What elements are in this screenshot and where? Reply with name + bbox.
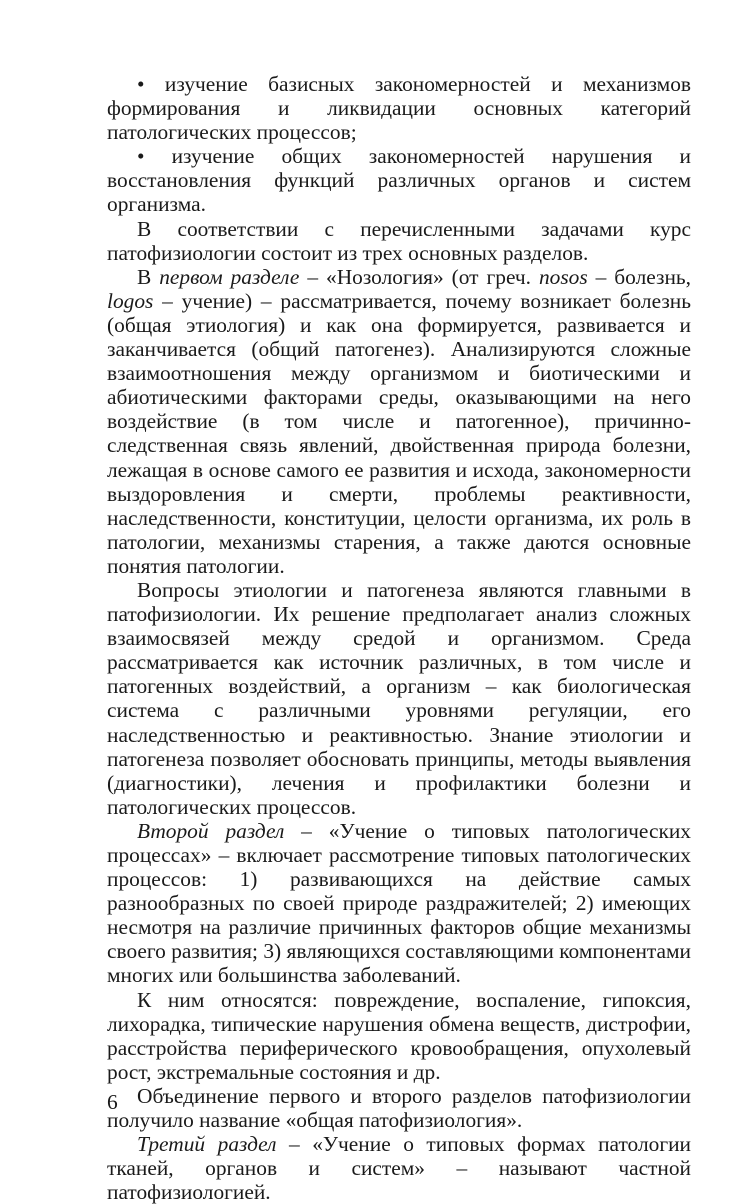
paragraph-second-section	[107, 819, 691, 988]
second-section-term: Второй раздел	[137, 818, 285, 843]
paragraph-third-section	[107, 1132, 691, 1204]
term-logos: logos	[107, 288, 154, 313]
first-section-part3: – учение) – рассматривается, почему возникает болезнь (общая этиология) и как она формируется, развивается и заканчивается (общий патогенез). Анализируются сложные взаимоотношения между организмом и биотическими и абиотическими факторами среды, оказывающими на него воздействие (в том числе и патогенное), причинно-следственная связь явлений, двойственная природа болезни, лежащая в основе самого ее развития и исхода, закономерности выздоровления и смерти, проблемы реактивности, наследственности, конституции, целости организма, их роль в патологии, механизмы старения, а также даются основные понятия патологии.	[107, 288, 691, 578]
bullet-item-basic-laws: • изучение базисных закономерностей и механизмов формирования и ликвидации основных категорий патологических процессов;	[107, 72, 691, 145]
page-body	[107, 72, 691, 1204]
bullet-item-general-laws: • изучение общих закономерностей нарушения и восстановления функций различных органов и систем организма.	[107, 144, 691, 217]
first-section-term: первом разделе	[159, 264, 300, 289]
third-section-text: – «Учение о типовых формах патологии тканей, органов и систем» – называют частной патофизиологией.	[107, 1132, 692, 1204]
paragraph-first-section	[107, 265, 691, 578]
page-number: 6	[107, 1090, 118, 1114]
first-section-part2: – болезнь,	[587, 264, 692, 289]
paragraph-general-pathophysiology: Объединение первого и второго разделов патофизиологии получило название «общая патофизиология».	[107, 1083, 691, 1133]
paragraph-sections-intro: В соответствии с перечисленными задачами курс патофизиологии состоит из трех основных разделов.	[107, 216, 691, 265]
third-section-term: Третий раздел	[137, 1132, 277, 1157]
first-section-lead: В	[137, 264, 160, 289]
term-nosos: nosos	[538, 264, 588, 289]
first-section-part1: – «Нозология» (от греч.	[299, 264, 539, 289]
paragraph-typical-processes-list: К ним относятся: повреждение, воспаление, гипоксия, лихорадка, типические нарушения обмена веществ, дистрофии, расстройства периферического кровообращения, опухолевый рост, экстремальные состояния и др.	[107, 987, 691, 1084]
paragraph-etiology-pathogenesis: Вопросы этиологии и патогенеза являются главными в патофизиологии. Их решение предполагает анализ сложных взаимосвязей между средой и организмом. Среда рассматривается как источник различных, в том числе и патогенных воздействий, а организм – как биологическая система с различными уровнями регуляции, его наследственностью и реактивностью. Знание этиологии и патогенеза позволяет обосновать принципы, методы выявления (диагностики), лечения и профилактики болезни и патологических процессов.	[107, 577, 691, 819]
second-section-text: – «Учение о типовых патологических процессах» – включает рассмотрение типовых патологических процессов: 1) развивающихся на действие самых разнообразных по своей природе раздражителей; 2) имеющих несмотря на различие причинных факторов общие механизмы своего развития; 3) являющихся составляющими компонентами многих или большинства заболеваний.	[107, 818, 691, 988]
